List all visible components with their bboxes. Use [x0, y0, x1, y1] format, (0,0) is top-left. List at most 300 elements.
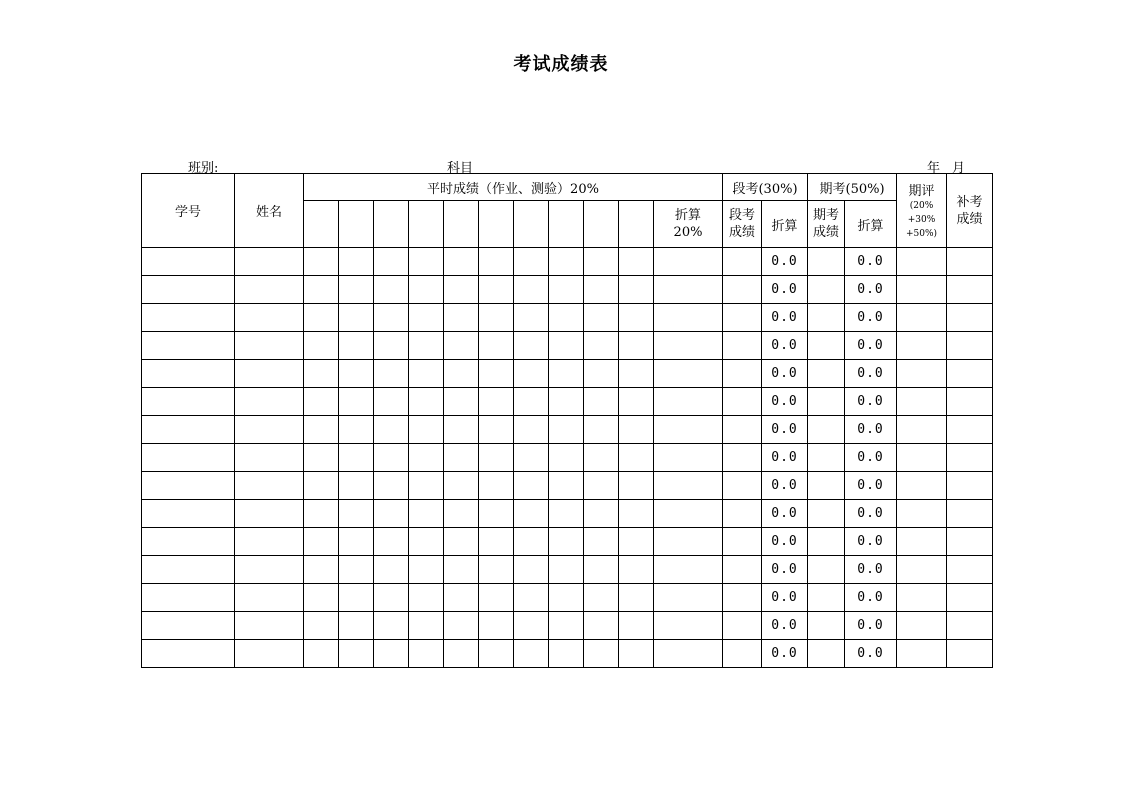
name-cell[interactable]	[235, 360, 304, 388]
regular-score-cell[interactable]	[409, 612, 444, 640]
term-eval-cell[interactable]	[897, 556, 947, 584]
regular-score-cell[interactable]	[339, 444, 374, 472]
regular-score-cell[interactable]	[409, 304, 444, 332]
term-eval-cell[interactable]	[897, 416, 947, 444]
table-row	[142, 276, 993, 304]
makeup-score-cell[interactable]	[947, 416, 993, 444]
final-score-cell[interactable]	[808, 472, 845, 500]
regular-score-cell[interactable]	[549, 388, 584, 416]
midterm-discount-cell[interactable]: 0.0	[762, 416, 808, 444]
regular-discount-cell[interactable]	[654, 584, 723, 612]
regular-score-cell[interactable]	[339, 500, 374, 528]
name-cell[interactable]	[235, 248, 304, 276]
makeup-score-cell[interactable]	[947, 388, 993, 416]
regular-score-cell[interactable]	[374, 416, 409, 444]
regular-discount-cell[interactable]	[654, 332, 723, 360]
regular-score-cell[interactable]	[479, 416, 514, 444]
regular-discount-cell[interactable]	[654, 612, 723, 640]
regular-score-cell[interactable]	[339, 388, 374, 416]
term-eval-cell[interactable]	[897, 360, 947, 388]
regular-score-cell[interactable]	[374, 304, 409, 332]
makeup-score-cell[interactable]	[947, 360, 993, 388]
table-row	[142, 584, 993, 612]
regular-score-cell[interactable]	[304, 640, 339, 668]
student-id-cell[interactable]	[142, 360, 235, 388]
midterm-score-cell[interactable]	[723, 416, 762, 444]
regular-score-cell[interactable]	[339, 556, 374, 584]
regular-score-cell[interactable]	[514, 248, 549, 276]
makeup-score-cell[interactable]	[947, 332, 993, 360]
midterm-score-cell[interactable]	[723, 276, 762, 304]
regular-score-cell[interactable]	[339, 304, 374, 332]
regular-discount-cell[interactable]	[654, 360, 723, 388]
regular-score-cell[interactable]	[619, 304, 654, 332]
regular-score-cell[interactable]	[444, 276, 479, 304]
final-discount-cell[interactable]: 0.0	[845, 500, 897, 528]
regular-score-cell[interactable]	[444, 472, 479, 500]
table-row	[142, 528, 993, 556]
regular-score-cell[interactable]	[339, 528, 374, 556]
regular-score-cell[interactable]	[374, 528, 409, 556]
regular-discount-cell[interactable]	[654, 556, 723, 584]
regular-score-cell[interactable]	[549, 276, 584, 304]
header-term-eval-label: 期评	[908, 184, 935, 199]
midterm-discount-cell[interactable]: 0.0	[762, 500, 808, 528]
header-makeup-line1: 补考	[956, 194, 983, 210]
final-score-cell[interactable]	[808, 612, 845, 640]
regular-score-cell[interactable]	[409, 248, 444, 276]
regular-score-cell[interactable]	[304, 416, 339, 444]
regular-score-cell[interactable]	[514, 584, 549, 612]
final-discount-cell[interactable]: 0.0	[845, 360, 897, 388]
student-id-cell[interactable]	[142, 528, 235, 556]
regular-score-cell[interactable]	[479, 360, 514, 388]
midterm-discount-cell[interactable]: 0.0	[762, 556, 808, 584]
midterm-discount-cell[interactable]: 0.0	[762, 304, 808, 332]
regular-score-cell[interactable]	[444, 556, 479, 584]
regular-score-cell[interactable]	[584, 276, 619, 304]
regular-score-cell[interactable]	[444, 416, 479, 444]
regular-score-cell[interactable]	[549, 584, 584, 612]
term-eval-cell[interactable]	[897, 304, 947, 332]
makeup-score-cell[interactable]	[947, 528, 993, 556]
final-discount-cell[interactable]: 0.0	[845, 472, 897, 500]
regular-score-cell[interactable]	[374, 388, 409, 416]
name-cell[interactable]	[235, 444, 304, 472]
name-cell[interactable]	[235, 472, 304, 500]
regular-score-cell[interactable]	[374, 360, 409, 388]
regular-discount-cell[interactable]	[654, 528, 723, 556]
regular-score-cell[interactable]	[619, 276, 654, 304]
term-eval-cell[interactable]	[897, 500, 947, 528]
makeup-score-cell[interactable]	[947, 304, 993, 332]
midterm-discount-cell[interactable]: 0.0	[762, 612, 808, 640]
regular-score-cell[interactable]	[619, 556, 654, 584]
regular-score-cell[interactable]	[584, 248, 619, 276]
midterm-score-cell[interactable]	[723, 612, 762, 640]
midterm-score-cell[interactable]	[723, 248, 762, 276]
final-discount-cell[interactable]: 0.0	[845, 276, 897, 304]
regular-score-cell[interactable]	[444, 388, 479, 416]
regular-score-cell[interactable]	[619, 332, 654, 360]
regular-score-cell[interactable]	[444, 360, 479, 388]
final-score-cell[interactable]	[808, 248, 845, 276]
midterm-score-cell[interactable]	[723, 444, 762, 472]
midterm-score-cell[interactable]	[723, 304, 762, 332]
regular-score-cell[interactable]	[584, 640, 619, 668]
midterm-score-cell[interactable]	[723, 500, 762, 528]
final-score-cell[interactable]	[808, 360, 845, 388]
regular-score-cell[interactable]	[549, 528, 584, 556]
makeup-score-cell[interactable]	[947, 500, 993, 528]
regular-score-cell[interactable]	[304, 360, 339, 388]
table-row	[142, 388, 993, 416]
term-eval-cell[interactable]	[897, 640, 947, 668]
regular-score-cell[interactable]	[409, 472, 444, 500]
makeup-score-cell[interactable]	[947, 472, 993, 500]
regular-score-cell[interactable]	[549, 304, 584, 332]
final-score-cell[interactable]	[808, 500, 845, 528]
header-student-id: 学号	[142, 174, 235, 248]
regular-score-cell[interactable]	[339, 360, 374, 388]
regular-score-cell[interactable]	[304, 500, 339, 528]
final-discount-cell[interactable]: 0.0	[845, 416, 897, 444]
student-id-cell[interactable]	[142, 612, 235, 640]
header-term-eval-formula-2: +30%	[907, 215, 936, 225]
regular-score-cell[interactable]	[374, 556, 409, 584]
regular-score-cell[interactable]	[304, 584, 339, 612]
regular-score-col	[374, 201, 409, 248]
term-eval-cell[interactable]	[897, 248, 947, 276]
header-name: 姓名	[235, 174, 304, 248]
regular-score-cell[interactable]	[549, 248, 584, 276]
midterm-score-cell[interactable]	[723, 528, 762, 556]
regular-score-cell[interactable]	[304, 248, 339, 276]
regular-discount-cell[interactable]	[654, 248, 723, 276]
makeup-score-cell[interactable]	[947, 584, 993, 612]
regular-score-cell[interactable]	[584, 360, 619, 388]
midterm-score-cell[interactable]	[723, 388, 762, 416]
regular-score-cell[interactable]	[549, 360, 584, 388]
regular-score-cell[interactable]	[339, 640, 374, 668]
regular-discount-cell[interactable]	[654, 276, 723, 304]
term-eval-cell[interactable]	[897, 332, 947, 360]
regular-score-cell[interactable]	[514, 640, 549, 668]
regular-score-cell[interactable]	[409, 584, 444, 612]
final-discount-cell[interactable]: 0.0	[845, 444, 897, 472]
midterm-discount-cell[interactable]: 0.0	[762, 276, 808, 304]
regular-score-cell[interactable]	[514, 388, 549, 416]
regular-score-cell[interactable]	[479, 248, 514, 276]
regular-score-cell[interactable]	[409, 556, 444, 584]
final-score-cell[interactable]	[808, 304, 845, 332]
regular-score-cell[interactable]	[584, 556, 619, 584]
regular-score-col	[339, 201, 374, 248]
regular-score-cell[interactable]	[619, 584, 654, 612]
final-score-cell[interactable]	[808, 556, 845, 584]
regular-score-cell[interactable]	[479, 332, 514, 360]
makeup-score-cell[interactable]	[947, 556, 993, 584]
term-eval-cell[interactable]	[897, 612, 947, 640]
term-eval-cell[interactable]	[897, 388, 947, 416]
final-score-cell[interactable]	[808, 528, 845, 556]
regular-score-cell[interactable]	[444, 528, 479, 556]
name-cell[interactable]	[235, 584, 304, 612]
term-eval-cell[interactable]	[897, 444, 947, 472]
table-row	[142, 304, 993, 332]
regular-score-cell[interactable]	[409, 276, 444, 304]
regular-score-cell[interactable]	[409, 416, 444, 444]
regular-score-cell[interactable]	[584, 304, 619, 332]
regular-score-cell[interactable]	[374, 584, 409, 612]
regular-score-cell[interactable]	[339, 416, 374, 444]
final-score-cell[interactable]	[808, 332, 845, 360]
regular-score-cell[interactable]	[444, 248, 479, 276]
term-eval-cell[interactable]	[897, 528, 947, 556]
regular-score-cell[interactable]	[549, 444, 584, 472]
regular-score-cell[interactable]	[619, 360, 654, 388]
final-discount-cell[interactable]: 0.0	[845, 556, 897, 584]
regular-score-cell[interactable]	[479, 584, 514, 612]
student-id-cell[interactable]	[142, 444, 235, 472]
makeup-score-cell[interactable]	[947, 276, 993, 304]
regular-score-cell[interactable]	[409, 332, 444, 360]
regular-score-cell[interactable]	[444, 444, 479, 472]
regular-score-cell[interactable]	[374, 276, 409, 304]
regular-score-cell[interactable]	[409, 640, 444, 668]
midterm-score-cell[interactable]	[723, 640, 762, 668]
name-cell[interactable]	[235, 332, 304, 360]
regular-score-cell[interactable]	[409, 528, 444, 556]
regular-score-cell[interactable]	[304, 332, 339, 360]
regular-score-cell[interactable]	[479, 444, 514, 472]
regular-score-cell[interactable]	[409, 360, 444, 388]
final-discount-cell[interactable]: 0.0	[845, 248, 897, 276]
regular-score-cell[interactable]	[479, 472, 514, 500]
final-discount-cell[interactable]: 0.0	[845, 332, 897, 360]
regular-score-cell[interactable]	[584, 388, 619, 416]
regular-score-cell[interactable]	[374, 500, 409, 528]
final-discount-cell[interactable]: 0.0	[845, 388, 897, 416]
student-id-cell[interactable]	[142, 416, 235, 444]
final-discount-cell[interactable]: 0.0	[845, 304, 897, 332]
regular-discount-cell[interactable]	[654, 304, 723, 332]
midterm-discount-cell[interactable]: 0.0	[762, 360, 808, 388]
regular-score-cell[interactable]	[444, 612, 479, 640]
regular-score-cell[interactable]	[479, 500, 514, 528]
student-id-cell[interactable]	[142, 332, 235, 360]
term-eval-cell[interactable]	[897, 472, 947, 500]
regular-score-cell[interactable]	[339, 612, 374, 640]
final-discount-cell[interactable]: 0.0	[845, 528, 897, 556]
student-id-cell[interactable]	[142, 276, 235, 304]
regular-score-cell[interactable]	[584, 444, 619, 472]
regular-score-cell[interactable]	[479, 276, 514, 304]
final-score-cell[interactable]	[808, 276, 845, 304]
regular-score-cell[interactable]	[374, 472, 409, 500]
regular-discount-cell[interactable]	[654, 444, 723, 472]
regular-score-cell[interactable]	[514, 500, 549, 528]
name-cell[interactable]	[235, 388, 304, 416]
regular-score-cell[interactable]	[514, 360, 549, 388]
regular-score-cell[interactable]	[374, 248, 409, 276]
midterm-discount-cell[interactable]: 0.0	[762, 640, 808, 668]
regular-score-cell[interactable]	[374, 612, 409, 640]
regular-score-cell[interactable]	[304, 472, 339, 500]
regular-score-cell[interactable]	[444, 640, 479, 668]
regular-score-cell[interactable]	[304, 388, 339, 416]
student-id-cell[interactable]	[142, 640, 235, 668]
regular-score-cell[interactable]	[514, 472, 549, 500]
regular-discount-cell[interactable]	[654, 640, 723, 668]
final-score-cell[interactable]	[808, 584, 845, 612]
term-eval-cell[interactable]	[897, 276, 947, 304]
final-discount-cell[interactable]: 0.0	[845, 640, 897, 668]
regular-score-cell[interactable]	[514, 556, 549, 584]
midterm-discount-cell[interactable]: 0.0	[762, 388, 808, 416]
regular-score-cell[interactable]	[304, 556, 339, 584]
regular-score-cell[interactable]	[584, 472, 619, 500]
final-score-cell[interactable]	[808, 640, 845, 668]
student-id-cell[interactable]	[142, 248, 235, 276]
regular-score-cell[interactable]	[444, 304, 479, 332]
regular-score-cell[interactable]	[619, 248, 654, 276]
final-score-cell[interactable]	[808, 444, 845, 472]
regular-score-cell[interactable]	[339, 584, 374, 612]
name-cell[interactable]	[235, 640, 304, 668]
regular-score-cell[interactable]	[339, 248, 374, 276]
regular-score-cell[interactable]	[374, 640, 409, 668]
student-id-cell[interactable]	[142, 500, 235, 528]
midterm-score-cell[interactable]	[723, 556, 762, 584]
regular-score-cell[interactable]	[619, 388, 654, 416]
name-cell[interactable]	[235, 416, 304, 444]
regular-score-cell[interactable]	[619, 416, 654, 444]
regular-score-cell[interactable]	[549, 556, 584, 584]
regular-score-cell[interactable]	[479, 304, 514, 332]
regular-score-cell[interactable]	[514, 416, 549, 444]
final-discount-cell[interactable]: 0.0	[845, 612, 897, 640]
regular-score-cell[interactable]	[514, 444, 549, 472]
regular-discount-cell[interactable]	[654, 500, 723, 528]
regular-score-cell[interactable]	[339, 472, 374, 500]
regular-score-cell[interactable]	[409, 500, 444, 528]
midterm-score-cell[interactable]	[723, 472, 762, 500]
regular-score-cell[interactable]	[409, 444, 444, 472]
regular-score-cell[interactable]	[479, 528, 514, 556]
regular-score-cell[interactable]	[584, 612, 619, 640]
midterm-score-cell[interactable]	[723, 332, 762, 360]
regular-score-cell[interactable]	[584, 584, 619, 612]
regular-discount-cell[interactable]	[654, 416, 723, 444]
midterm-discount-cell[interactable]: 0.0	[762, 248, 808, 276]
regular-score-cell[interactable]	[619, 500, 654, 528]
final-discount-cell[interactable]: 0.0	[845, 584, 897, 612]
regular-score-cell[interactable]	[514, 528, 549, 556]
midterm-discount-cell[interactable]: 0.0	[762, 528, 808, 556]
final-score-cell[interactable]	[808, 388, 845, 416]
regular-score-cell[interactable]	[374, 332, 409, 360]
regular-score-cell[interactable]	[304, 304, 339, 332]
regular-score-cell[interactable]	[514, 304, 549, 332]
regular-score-cell[interactable]	[479, 640, 514, 668]
regular-score-cell[interactable]	[619, 444, 654, 472]
student-id-cell[interactable]	[142, 556, 235, 584]
midterm-score-cell[interactable]	[723, 584, 762, 612]
midterm-discount-cell[interactable]: 0.0	[762, 584, 808, 612]
regular-score-cell[interactable]	[374, 444, 409, 472]
regular-score-cell[interactable]	[339, 276, 374, 304]
header-row-1	[142, 174, 993, 201]
regular-score-cell[interactable]	[619, 640, 654, 668]
term-eval-cell[interactable]	[897, 584, 947, 612]
regular-score-col	[549, 201, 584, 248]
regular-score-cell[interactable]	[549, 500, 584, 528]
regular-score-cell[interactable]	[619, 528, 654, 556]
regular-score-cell[interactable]	[444, 500, 479, 528]
regular-score-cell[interactable]	[514, 332, 549, 360]
midterm-discount-cell[interactable]: 0.0	[762, 444, 808, 472]
makeup-score-cell[interactable]	[947, 612, 993, 640]
student-id-cell[interactable]	[142, 584, 235, 612]
student-id-cell[interactable]	[142, 388, 235, 416]
makeup-score-cell[interactable]	[947, 640, 993, 668]
makeup-score-cell[interactable]	[947, 248, 993, 276]
regular-score-cell[interactable]	[584, 500, 619, 528]
regular-score-cell[interactable]	[584, 528, 619, 556]
table-row	[142, 472, 993, 500]
regular-score-cell[interactable]	[619, 612, 654, 640]
regular-score-cell[interactable]	[444, 584, 479, 612]
regular-score-cell[interactable]	[304, 612, 339, 640]
midterm-score-cell[interactable]	[723, 360, 762, 388]
final-score-cell[interactable]	[808, 416, 845, 444]
midterm-discount-cell[interactable]: 0.0	[762, 472, 808, 500]
regular-score-cell[interactable]	[409, 388, 444, 416]
regular-score-cell[interactable]	[514, 612, 549, 640]
regular-score-cell[interactable]	[479, 556, 514, 584]
regular-score-cell[interactable]	[549, 332, 584, 360]
makeup-score-cell[interactable]	[947, 444, 993, 472]
regular-score-cell[interactable]	[304, 444, 339, 472]
name-cell[interactable]	[235, 556, 304, 584]
regular-score-cell[interactable]	[479, 612, 514, 640]
regular-score-cell[interactable]	[444, 332, 479, 360]
regular-score-cell[interactable]	[304, 528, 339, 556]
regular-score-cell[interactable]	[549, 640, 584, 668]
regular-score-cell[interactable]	[514, 276, 549, 304]
name-cell[interactable]	[235, 500, 304, 528]
name-cell[interactable]	[235, 612, 304, 640]
regular-discount-cell[interactable]	[654, 388, 723, 416]
regular-score-cell[interactable]	[619, 472, 654, 500]
regular-score-cell[interactable]	[304, 276, 339, 304]
student-id-cell[interactable]	[142, 304, 235, 332]
regular-score-cell[interactable]	[549, 416, 584, 444]
name-cell[interactable]	[235, 528, 304, 556]
name-cell[interactable]	[235, 304, 304, 332]
regular-score-cell[interactable]	[584, 416, 619, 444]
midterm-discount-cell[interactable]: 0.0	[762, 332, 808, 360]
regular-score-cell[interactable]	[549, 472, 584, 500]
student-id-cell[interactable]	[142, 472, 235, 500]
name-cell[interactable]	[235, 276, 304, 304]
regular-score-cell[interactable]	[479, 388, 514, 416]
regular-discount-cell[interactable]	[654, 472, 723, 500]
regular-score-cell[interactable]	[584, 332, 619, 360]
regular-score-cell[interactable]	[339, 332, 374, 360]
regular-score-cell[interactable]	[549, 612, 584, 640]
